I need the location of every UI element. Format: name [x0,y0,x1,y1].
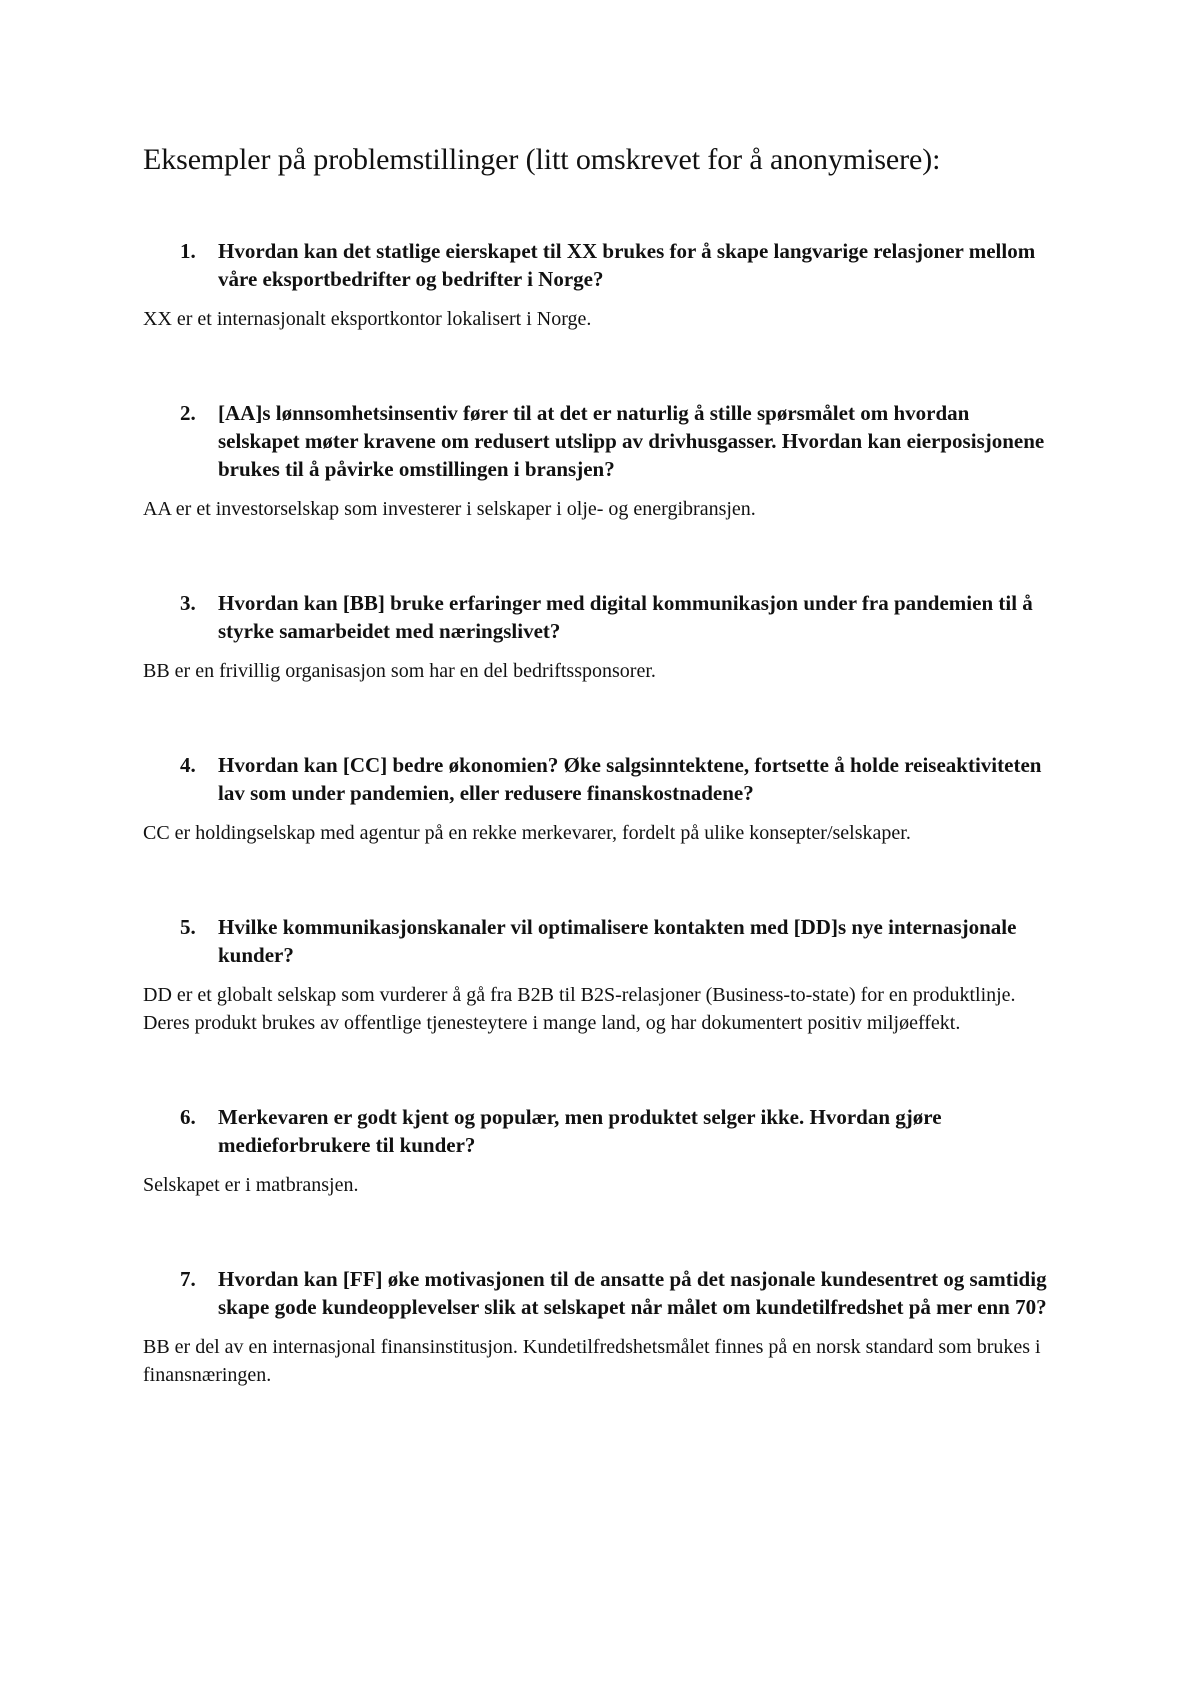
description-6: Selskapet er i matbransjen. [143,1174,359,1196]
question-number: 3. [180,591,196,615]
description-5: DD er et globalt selskap som vurderer å gå fra B2B til B2S-relasjoner (Business-to-state) for en produktlinje. Deres produkt brukes av offentlige tjenesteytere i mange land, og har dokumentert positiv miljøeffekt. [143,984,1016,1034]
question-4 [143,751,1048,807]
question-number: 4. [180,753,196,777]
question-text: Hvilke kommunikasjonskanaler vil optimalisere kontakten med [DD]s nye internasjonale kunder? [218,915,1017,967]
description-2: AA er et investorselskap som investerer i selskaper i olje- og energibransjen. [143,498,756,520]
list-item-3 [143,589,1080,685]
description-4: CC er holdingselskap med agentur på en rekke merkevarer, fordelt på ulike konsepter/selskaper. [143,822,911,844]
question-1 [143,237,1048,293]
question-text: Hvordan kan [FF] øke motivasjonen til de ansatte på det nasjonale kundesentret og samtidig skape gode kundeopplevelser slik at selskapet når målet om kundetilfredshet på mer enn 70? [218,1267,1047,1319]
page-title: Eksempler på problemstillinger (litt omskrevet for å anonymisere): [143,143,941,176]
list-item-2 [143,399,1080,523]
list-item-6 [143,1103,1080,1199]
question-7 [143,1265,1048,1321]
list-item-7 [143,1265,1080,1389]
question-text: Hvordan kan det statlige eierskapet til XX brukes for å skape langvarige relasjoner mellom våre eksportbedrifter og bedrifter i Norge? [218,239,1036,291]
description-1: XX er et internasjonalt eksportkontor lokalisert i Norge. [143,308,592,330]
question-text: Merkevaren er godt kjent og populær, men produktet selger ikke. Hvordan gjøre medieforbrukere til kunder? [218,1105,942,1157]
question-5 [143,913,1048,969]
question-text: Hvordan kan [BB] bruke erfaringer med digital kommunikasjon under fra pandemien til å styrke samarbeidet med næringslivet? [218,591,1033,643]
description-3: BB er en frivillig organisasjon som har en del bedriftssponsorer. [143,660,656,682]
question-6 [143,1103,1048,1159]
question-number: 6. [180,1105,196,1129]
question-number: 1. [180,239,196,263]
list-item-4 [143,751,1080,847]
list-item-5 [143,913,1080,1037]
description-7: BB er del av en internasjonal finansinstitusjon. Kundetilfredshetsmålet finnes på en norsk standard som brukes i finansnæringen. [143,1336,1041,1386]
question-number: 7. [180,1267,196,1291]
question-3 [143,589,1048,645]
question-number: 5. [180,915,196,939]
question-number: 2. [180,401,196,425]
question-text: [AA]s lønnsomhetsinsentiv fører til at det er naturlig å stille spørsmålet om hvordan selskapet møter kravene om redusert utslipp av drivhusgasser. Hvordan kan eierposisjonene brukes til å påvirke omstillingen i bransjen? [218,401,1045,481]
question-text: Hvordan kan [CC] bedre økonomien? Øke salgsinntektene, fortsette å holde reiseaktiviteten lav som under pandemien, eller redusere finanskostnadene? [218,753,1042,805]
list-item-1 [143,237,1080,333]
question-2 [143,399,1048,483]
